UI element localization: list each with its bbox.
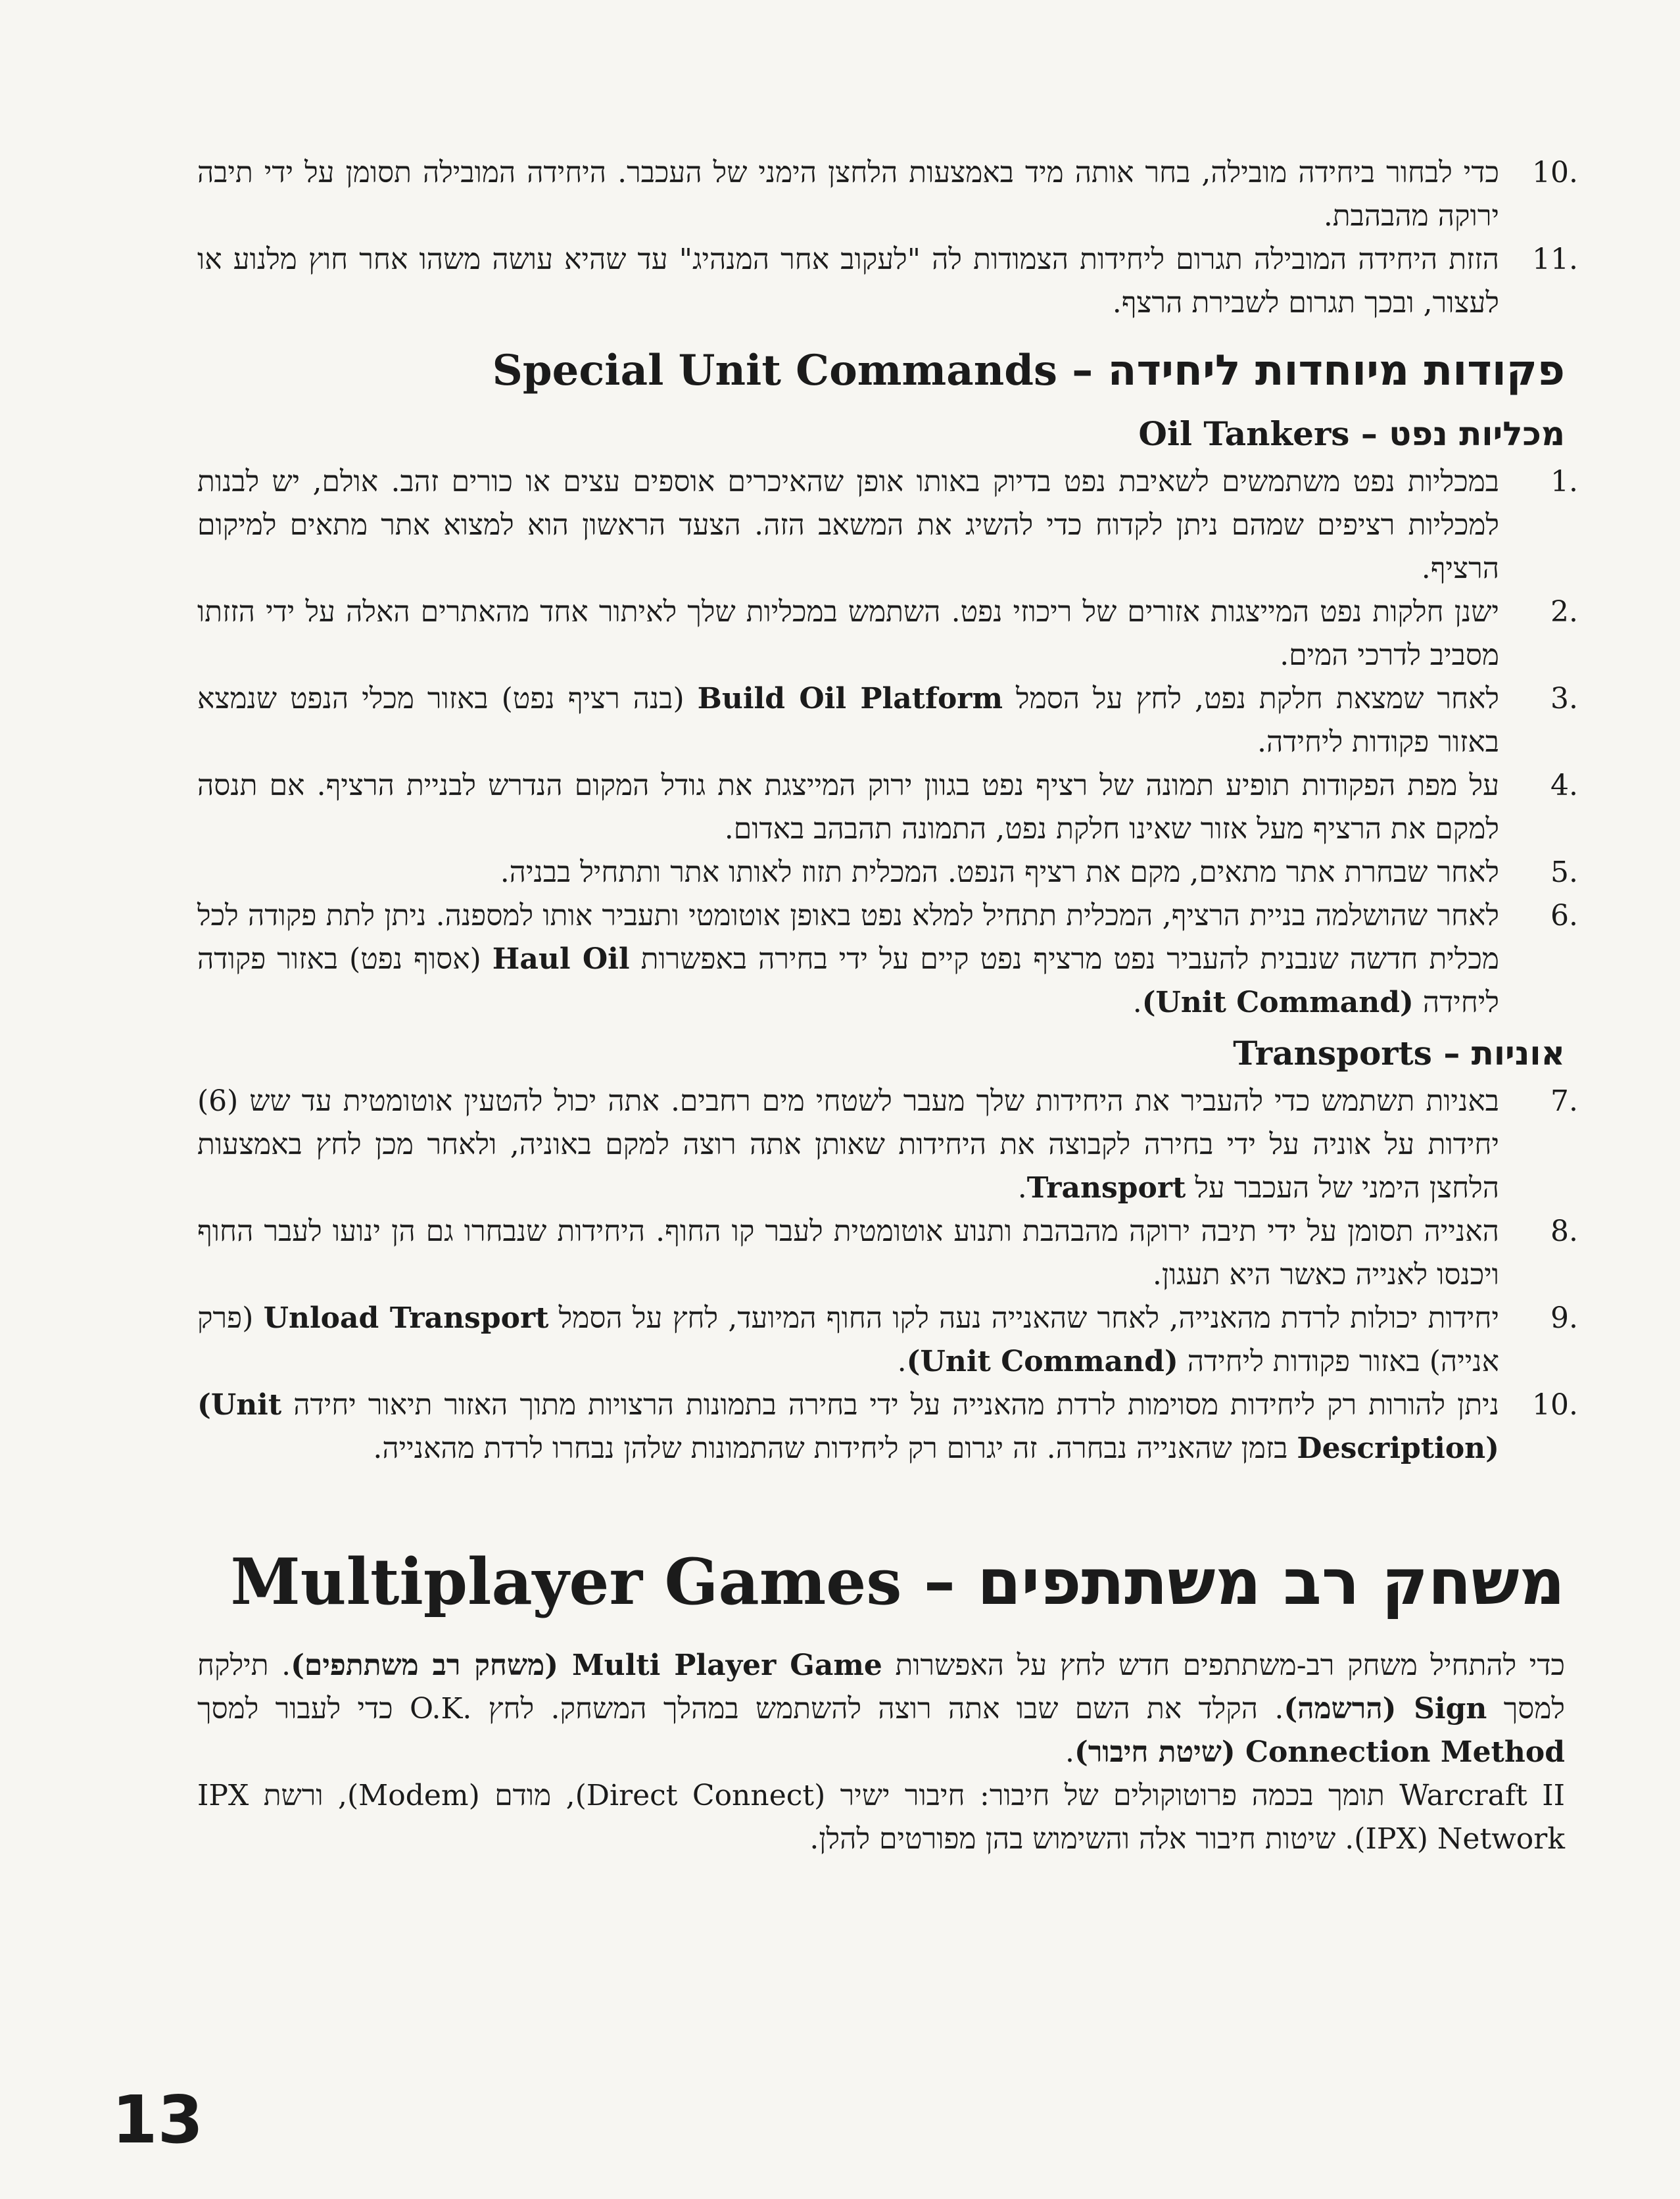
oil-tankers-list (197, 460, 1578, 1025)
multiplayer-heading (197, 1543, 1578, 1622)
item-number: 6. (1550, 899, 1578, 932)
item-text: על מפת הפקודות תופיע תמונה של רציף נפט בגוון ירוק המייצגת את גודל המקום הנדרש לבניית הרציף. אם תנסה למקם את הרציף מעל אזור שאינו חלקת נפט, התמונה תהבהב באדום. (197, 769, 1499, 846)
item-text: במכליות נפט משתמשים לשאיבת נפט בדיוק באותו אופן שהאיכרים אוספים עצים או כורים זהב. אולם, יש לבנות למכליות רציפים שמהם ניתן לקדוח כדי להשיג את המשאב הזה. הצעד הראשון הוא למצוא אתר מתאים למיקום הרציף. (197, 465, 1499, 585)
item-text: כדי לבחור ביחידה מובילה, בחר אותה מיד באמצעות הלחצן הימני של העכבר. היחידה המובילה תסומן על ידי תיבה ירוקה מהבהבת. (197, 156, 1499, 233)
item-number: 2. (1550, 595, 1578, 629)
item-number: 9. (1550, 1301, 1578, 1335)
list-item (197, 894, 1578, 1025)
heading-hebrew: פקודות מיוחדות ליחידה (1107, 347, 1565, 395)
item-number: 10. (1532, 156, 1578, 189)
item-text: הזזת היחידה המובילה תגרום ליחידות הצמודות לה "לעקוב אחר המנהיג" עד שהיא עושה משהו אחר חוץ מלנוע או לעצור, ובכך תגרום לשבירת הרצף. (197, 243, 1499, 320)
heading-english: Multiplayer Games (230, 1545, 902, 1619)
bold-hebrew-run: (משחק רב משתתפים) (291, 1649, 572, 1682)
text-run: . הקלד את השם שבו אתה רוצה להשתמש במהלך המשחק. לחץ (471, 1692, 1284, 1726)
transports-heading (197, 1031, 1578, 1076)
item-text-post: . (897, 1345, 907, 1378)
connection-method-term: Connection Method (1245, 1735, 1565, 1769)
special-commands-heading (197, 345, 1578, 397)
list-item (197, 1080, 1578, 1210)
ok-term: O.K. (409, 1692, 472, 1726)
item-text-pre: יחידות יכולות לרדת מהאנייה, לאחר שהאנייה נעה לקו החוף המיועד, לחץ על הסמל (548, 1301, 1499, 1335)
item-number: 8. (1550, 1215, 1578, 1248)
heading-hebrew: אוניות (1471, 1034, 1565, 1073)
list-item (197, 851, 1578, 894)
continued-list (197, 151, 1578, 325)
item-number: 1. (1550, 465, 1578, 498)
item-text-mid: (פרק אנייה) באזור פקודות ליחידה (197, 1301, 1499, 1378)
text-run: , מודם (479, 1779, 575, 1812)
heading-separator: – (1431, 1034, 1472, 1073)
item-text-pre: ניתן להורות רק ליחידות מסוימות לרדת מהאנייה על ידי בחירה בתמונות הרצויות מתוך האזור תיאור יחידה (281, 1388, 1499, 1422)
unload-transport-term: Unload Transport (263, 1301, 549, 1335)
item-text: לאחר שבחרת אתר מתאים, מקם את רציף הנפט. המכלית תזוז לאותו אתר ותתחיל בבניה. (500, 856, 1499, 889)
unit-description-term: (Unit Description) (197, 1388, 1499, 1465)
item-number: 10. (1532, 1388, 1578, 1422)
heading-separator: – (1057, 347, 1108, 395)
transport-term: Transport (1026, 1171, 1186, 1205)
unit-command-term: (Unit Command) (1141, 986, 1414, 1019)
multiplayer-paragraph-2 (197, 1774, 1578, 1861)
direct-connect-term: (Direct Connect) (575, 1779, 826, 1812)
list-item (197, 151, 1578, 238)
item-text: האנייה תסומן על ידי תיבה ירוקה מהבהבת ותנוע אוטומטית לעבר קו החוף. היחידות שנבחרו גם הן ינועו לעבר החוף ויכנסו לאנייה כאשר היא תעגון. (197, 1215, 1499, 1292)
item-number: 11. (1532, 243, 1578, 276)
item-text-pre: לאחר שהושלמה בניית הרציף, המכלית תתחיל למלא נפט באופן אוטומטי ותעביר אותו למספנה. ניתן לתת פקודה לכל מכלית חדשה שנבנית להעביר נפט מרציף נפט קיים על ידי בחירה באפשרות (197, 899, 1499, 976)
oil-tankers-heading (197, 412, 1578, 456)
text-run: כדי לעבור למסך (197, 1692, 410, 1726)
list-item (197, 460, 1578, 591)
item-text-pre: באניות תשתמש כדי להעביר את היחידות שלך מעבר לשטחי מים רחבים. אתה יכול להטעין אוטומטית עד שש (6) יחידות על אוניה על ידי בחירה לקבוצה את היחידות שאותן אתה רוצה למקם באוניה, ולאחר מכן לחץ באמצעות הלחצן הימני של העכבר על (197, 1084, 1499, 1205)
heading-english: Oil Tankers (1138, 414, 1350, 453)
item-number: 3. (1550, 682, 1578, 715)
item-text: ישנן חלקות נפט המייצגות אזורים של ריכוזי נפט. השתמש במכליות שלך לאיתור אחד מהאתרים האלה על ידי הזזתו מסביב לדרכי המים. (197, 595, 1499, 672)
unit-command-term: (Unit Command) (906, 1345, 1178, 1378)
heading-english: Special Unit Commands (492, 346, 1057, 395)
text-run: , ורשת (249, 1779, 347, 1812)
list-item (197, 764, 1578, 851)
list-item (197, 677, 1578, 764)
page-content (197, 151, 1578, 1861)
ipx-network-term: IPX Network (197, 1779, 1565, 1856)
transports-list (197, 1080, 1578, 1470)
text-run: . (1065, 1735, 1074, 1769)
item-number: 7. (1550, 1084, 1578, 1118)
multiplayer-body (197, 1644, 1578, 1861)
list-item (197, 1210, 1578, 1297)
bold-hebrew-run: (הרשמה) (1284, 1692, 1414, 1726)
multi-player-game-term: Multi Player Game (571, 1649, 882, 1682)
item-number: 5. (1550, 856, 1578, 889)
item-text-post: (בנה רציף נפט) באזור מכלי הנפט שנמצא באזור פקודות ליחידה. (197, 682, 1499, 759)
warcraft-term: Warcraft II (1399, 1779, 1565, 1812)
item-text-post: . (1017, 1171, 1027, 1205)
list-item (197, 591, 1578, 677)
item-text-post: בזמן שהאנייה נבחרה. זה יגרום רק ליחידות שהתמונות שלהן נבחרו לרדת מהאנייה. (373, 1432, 1297, 1465)
modem-term: (Modem) (347, 1779, 480, 1812)
heading-english: Transports (1233, 1034, 1432, 1073)
multiplayer-paragraph-1 (197, 1644, 1578, 1774)
heading-hebrew: מכליות נפט (1389, 415, 1565, 453)
sign-term: Sign (1414, 1692, 1487, 1726)
build-oil-platform-term: Build Oil Platform (697, 682, 1003, 715)
heading-separator: – (901, 1545, 978, 1619)
text-run: כדי להתחיל משחק רב-משתתפים חדש לחץ על האפשרות (882, 1649, 1566, 1682)
list-item (197, 1384, 1578, 1470)
heading-separator: – (1349, 415, 1389, 453)
text-run: תומך בכמה פרוטוקולים של חיבור: חיבור ישיר (825, 1779, 1400, 1812)
heading-hebrew: משחק רב משתתפים (977, 1545, 1565, 1619)
item-text-post: . (1132, 986, 1142, 1019)
item-number: 4. (1550, 769, 1578, 802)
item-text-mid: (אסוף נפט) באזור פקודה ליחידה (197, 942, 1499, 1019)
item-text-pre: לאחר שמצאת חלקת נפט, לחץ על הסמל (1003, 682, 1500, 715)
text-run: . תילקח למסך (197, 1649, 1566, 1726)
list-item (197, 238, 1578, 325)
bold-hebrew-run: (שיטת חיבור) (1074, 1735, 1246, 1769)
text-run: (IPX). שיטות חיבור אלה והשימוש בהן מפורטים להלן. (809, 1822, 1437, 1856)
list-item (197, 1297, 1578, 1384)
haul-oil-term: Haul Oil (492, 942, 630, 976)
page-number: 13 (112, 2081, 204, 2158)
